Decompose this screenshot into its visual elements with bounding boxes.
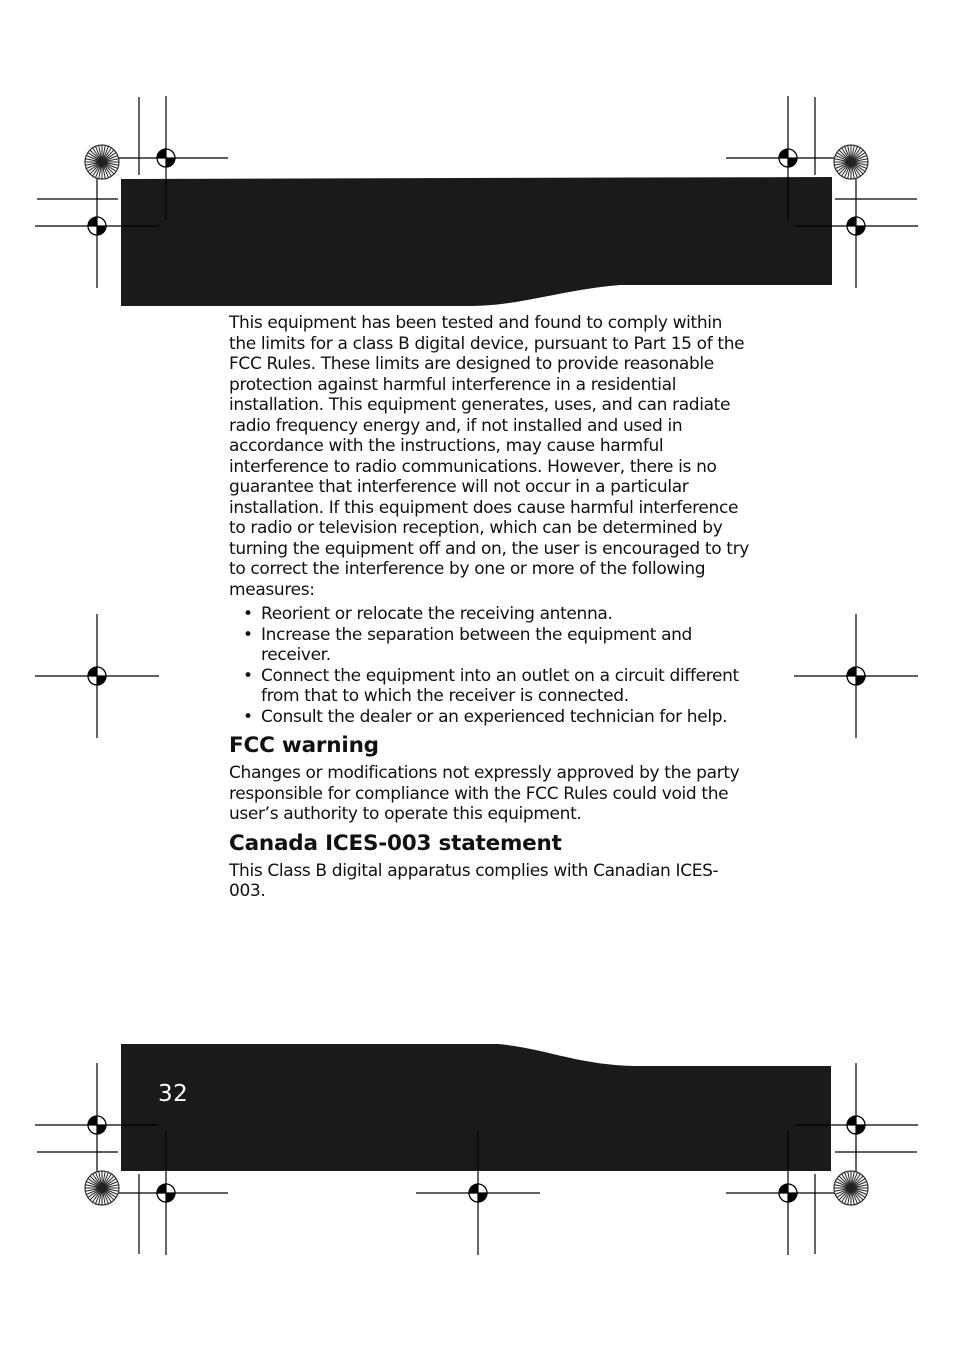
list-item-text: Consult the dealer or an experienced technician for help. [261,706,728,727]
registration-mark-icon [35,614,159,738]
color-burst-icon [834,1171,868,1205]
bullet-icon: • [243,624,253,645]
main-content [229,313,749,902]
bullet-icon: • [243,604,253,624]
header-band [121,177,832,306]
list-item [229,625,749,666]
list-item-text: Increase the separation between the equipment and receiver. [261,624,693,665]
bullet-icon: • [243,706,253,727]
list-item-text: Connect the equipment into an outlet on a circuit different from that to which the receiver is connected. [261,665,739,706]
page-number: 32 [158,1081,189,1107]
bullet-icon: • [243,665,253,686]
color-burst-icon [85,1171,119,1205]
registration-mark-icon [794,614,918,738]
list-item-text: Reorient or relocate the receiving antenna. [261,604,613,624]
list-item [229,707,749,728]
fcc-warning-heading: FCC warning [229,733,379,758]
footer-band [121,1044,831,1171]
canada-statement-text: This Class B digital apparatus complies with Canadian ICES-003. [229,860,719,901]
color-burst-icon [834,145,868,179]
fcc-warning-text: Changes or modifications not expressly approved by the party responsible for compliance with the FCC Rules could void the user’s authority to operate this equipment. [229,763,740,824]
measures-list [229,604,749,727]
canada-statement-heading: Canada ICES-003 statement [229,830,562,856]
list-item [229,666,749,707]
body-paragraph: This equipment has been tested and found to comply within the limits for a class B digital device, pursuant to Part 15 of the FCC Rules. These limits are designed to provide reasonable protection against harmful interference in a residential installation. This equipment generates, uses, and can radiate radio frequency energy and, if not installed and used in accordance with the instructions, may cause harmful interference to radio communications. However, there is no guarantee that interference will not occur in a particular installation. If this equipment does cause harmful interference to radio or television reception, which can be determined by turning the equipment off and on, the user is encouraged to try to correct the interference by one or more of the following measures: [229,313,749,600]
color-burst-icon [85,145,119,179]
list-item [229,604,749,625]
